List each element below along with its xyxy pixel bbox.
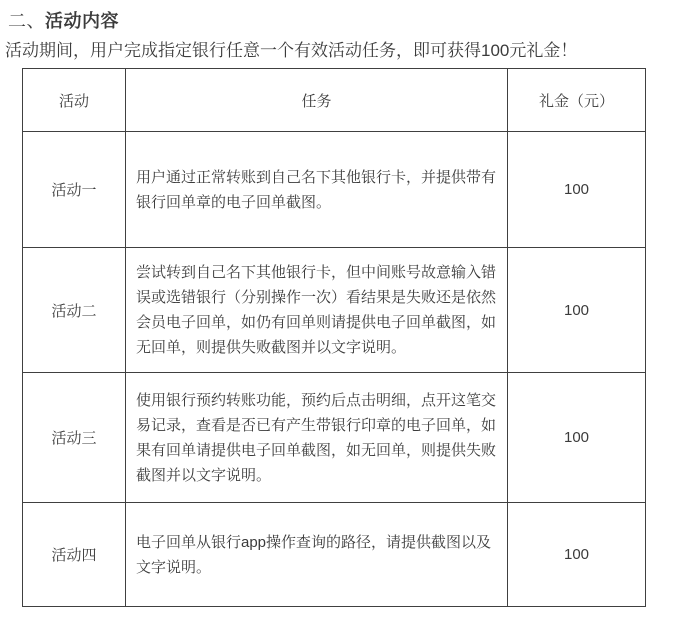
- task-cell: 尝试转到自己名下其他银行卡，但中间账号故意输入错误或选错银行（分别操作一次）看结果是失败还是依然会员电子回单，如仍有回单则请提供电子回单截图，如无回单，则提供失败截图并以文字说明。: [126, 248, 508, 373]
- activity-cell: 活动三: [23, 373, 126, 503]
- section-number: 二、: [8, 11, 45, 31]
- table-row: [23, 373, 646, 503]
- section-title: 活动内容: [45, 11, 119, 31]
- table-row: [23, 503, 646, 607]
- activity-table: [22, 68, 646, 607]
- section-heading: [8, 10, 682, 32]
- column-header-task: 任务: [126, 69, 508, 132]
- reward-cell: 100: [508, 373, 646, 503]
- column-header-reward: 礼金（元）: [508, 69, 646, 132]
- activity-cell: 活动二: [23, 248, 126, 373]
- reward-cell: 100: [508, 503, 646, 607]
- activity-cell: 活动一: [23, 132, 126, 248]
- task-cell: 电子回单从银行app操作查询的路径，请提供截图以及文字说明。: [126, 503, 508, 607]
- task-cell: 用户通过正常转账到自己名下其他银行卡，并提供带有银行回单章的电子回单截图。: [126, 132, 508, 248]
- column-header-activity: 活动: [23, 69, 126, 132]
- intro-text: 活动期间，用户完成指定银行任意一个有效活动任务，即可获得100元礼金！: [5, 41, 578, 60]
- activity-cell: 活动四: [23, 503, 126, 607]
- table-row: [23, 132, 646, 248]
- table-header-row: [23, 69, 646, 132]
- reward-cell: 100: [508, 248, 646, 373]
- reward-cell: 100: [508, 132, 646, 248]
- task-cell: 使用银行预约转账功能，预约后点击明细，点开这笔交易记录，查看是否已有产生带银行印章的电子回单，如果有回单请提供电子回单截图，如无回单，则提供失败截图并以文字说明。: [126, 373, 508, 503]
- table-row: [23, 248, 646, 373]
